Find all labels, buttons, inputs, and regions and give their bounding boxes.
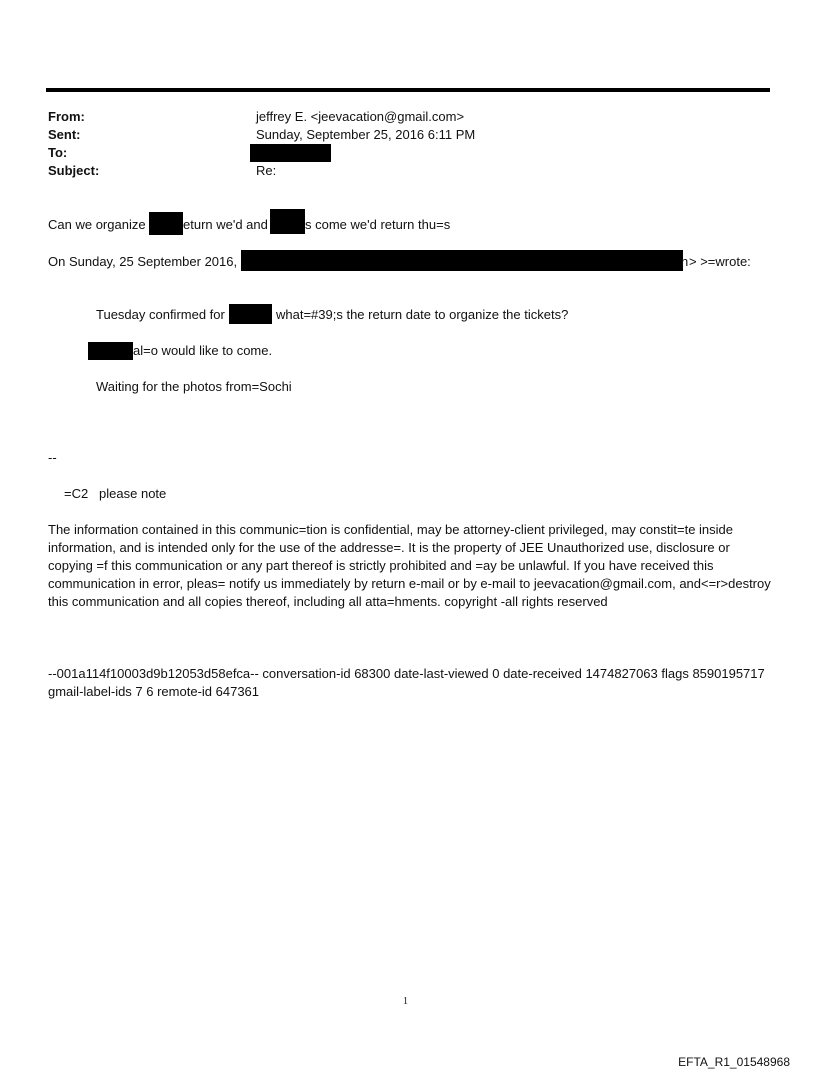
quote-intro: On Sunday, 25 September 2016, <box>48 254 238 269</box>
sent-value: Sunday, September 25, 2016 6:11 PM <box>256 127 476 142</box>
quoted-redaction-1 <box>229 304 272 324</box>
quote-intro-partial: n <box>681 254 689 269</box>
quoted-line1-part1: Tuesday confirmed for <box>96 307 225 322</box>
quoted-redaction-2 <box>88 342 133 360</box>
from-label: From: <box>48 109 85 124</box>
sent-label: Sent: <box>48 127 81 142</box>
page-number: 1 <box>403 996 408 1007</box>
to-label: To: <box>48 145 68 160</box>
signature-dash: -- <box>48 450 57 465</box>
body-redaction-2 <box>270 209 305 234</box>
body-line1-part1: Can we organize <box>48 217 146 232</box>
email-metadata: --001a114f10003d9b12053d58efca-- conversation-id 68300 date-last-viewed 0 date-received 1474827063 flags 8590195717 gmail-label-ids 7 6 remote-id 647361 <box>48 666 765 699</box>
header-rule <box>46 88 770 92</box>
quoted-line3: Waiting for the photos from=Sochi <box>96 379 292 394</box>
disclaimer-paragraph: The information contained in this communic=tion is confidential, may be attorney-client privileged, may constit=te inside information, and is intended only for the use of the addresse=. It is the property of JEE Unauthorized use, disclosure or copying =f this communication or any part thereof is strictly prohibited and =ay be unlawful. If you have received this communication in error, pleas= notify us immediately by return e-mail or by e-mail to jeevacation@gmail.com, and<=r>destroy this communication and all copies thereof, including all atta=hments. copyright -all rights reserved <box>48 522 771 609</box>
from-value: jeffrey E. <jeevacation@gmail.com> <box>256 109 465 124</box>
subject-label: Subject: <box>48 163 100 178</box>
body-line1-part2: eturn we'd and <box>183 217 268 232</box>
quoted-line2: al=o would like to come. <box>133 343 273 358</box>
quote-intro-redaction <box>241 250 683 271</box>
bates-number: EFTA_R1_01548968 <box>678 1055 790 1069</box>
subject-value: Re: <box>256 163 277 178</box>
body-line1-part3: s come we'd return thu=s <box>305 217 451 232</box>
signature-note: =C2 please note <box>64 486 167 501</box>
body-redaction-1 <box>149 212 183 235</box>
quote-intro-tail: > >=wrote: <box>689 254 751 269</box>
quoted-line1-part2: what=#39;s the return date to organize the tickets? <box>276 307 569 322</box>
to-redaction <box>250 144 331 162</box>
